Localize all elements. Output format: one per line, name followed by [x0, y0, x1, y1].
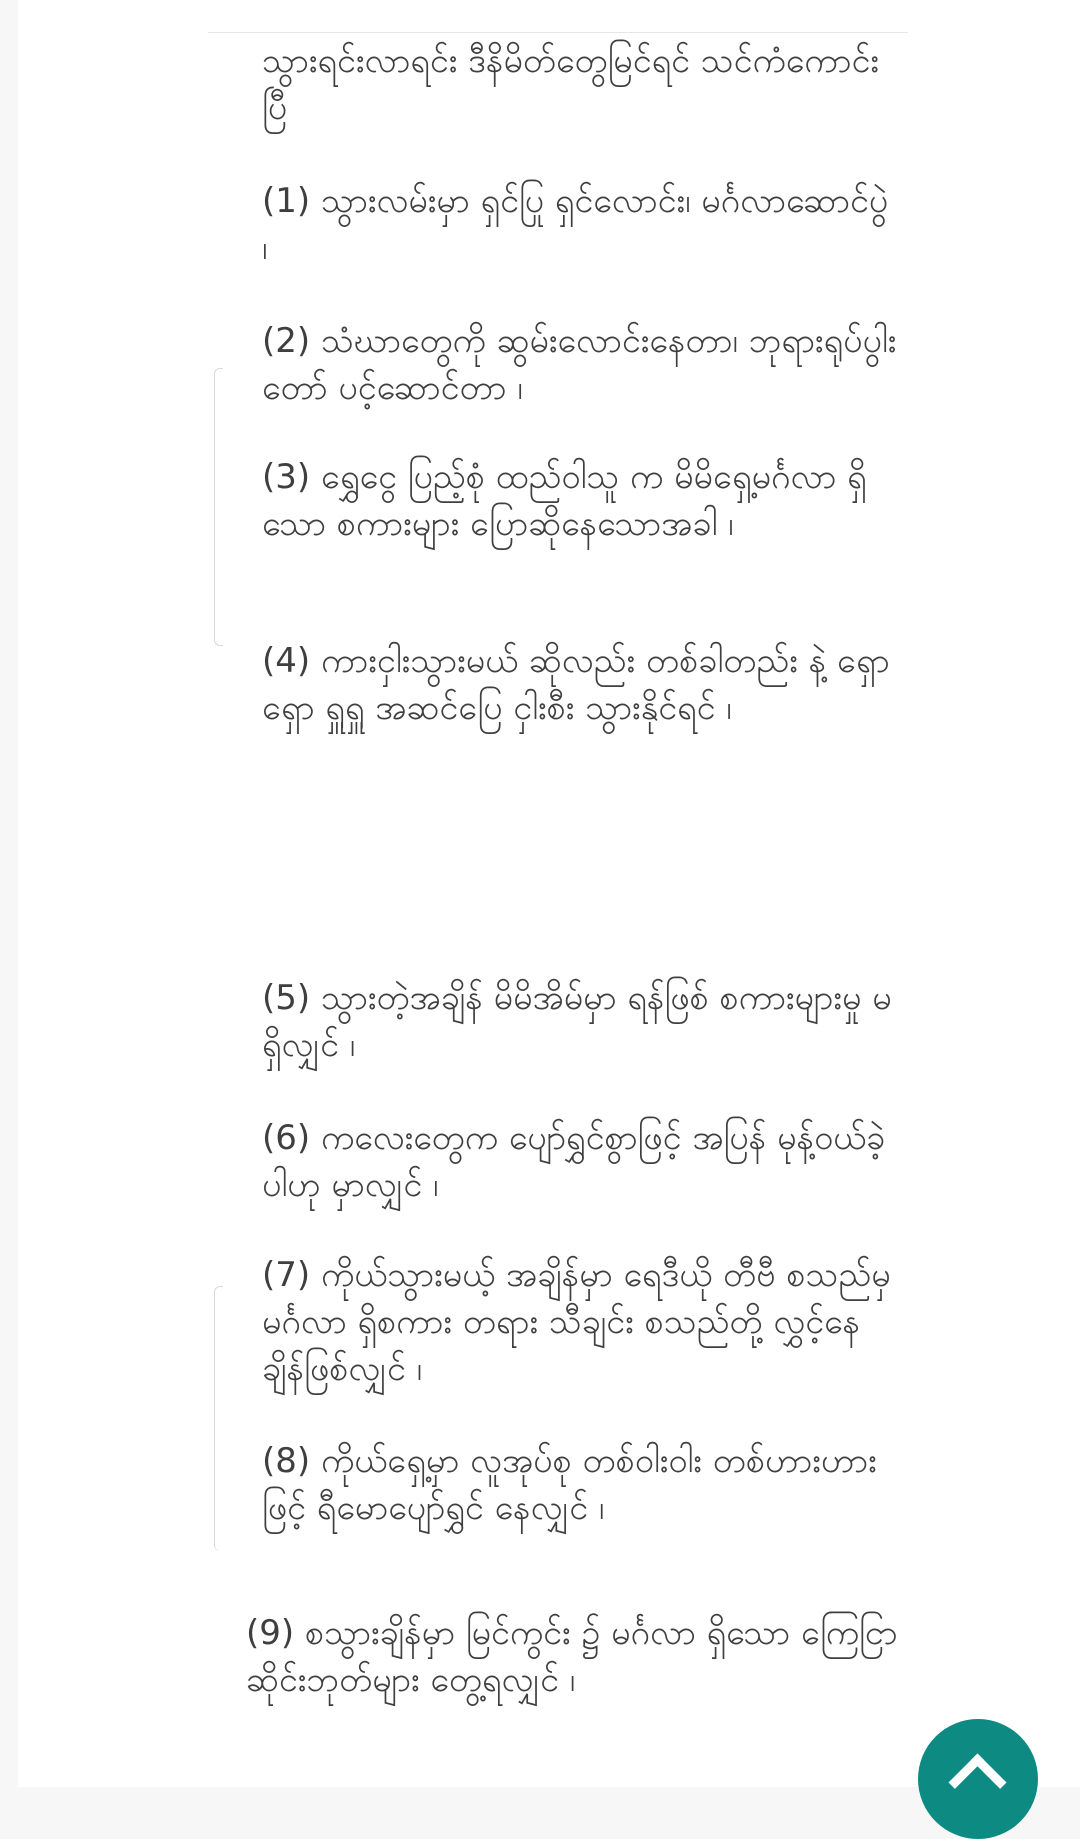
list-item: (1) သွားလမ်းမှာ ရှင်ပြု ရှင်လောင်း၊ မင်္ဂလာဆောင်ပွဲ ၊	[262, 181, 889, 268]
article-intro: သွားရင်းလာရင်း ဒီနိမိတ်တွေမြင်ရင် သင်ကံကောင်းပြီ	[262, 41, 879, 128]
list-item: (7) ကိုယ်သွားမယ့် အချိန်မှာ ရေဒီယို တီဗီ စသည်မှ မင်္ဂလာ ရှိစကား တရား သီချင်း စသည်တို့ လွှင့်နေချိန်ဖြစ်လျှင် ၊	[262, 1255, 891, 1389]
list-item: (5) သွားတဲ့အချိန် မိမိအိမ်မှာ ရန်ဖြစ် စကားများမှု မရှိလျှင် ၊	[262, 978, 892, 1065]
list-item: (3) ရွှေငွေ ပြည့်စုံ ထည်ဝါသူ က မိမိရှေ့မင်္ဂလာ ရှိသော စကားများ ပြောဆိုနေသောအခါ ၊	[262, 457, 867, 544]
list-item: (4) ကားငှါးသွားမယ် ဆိုလည်း တစ်ခါတည်း နဲ့ ရှောရှော ရှူရှူ အဆင်ပြေ ငှါးစီး သွားနိုင်ရင် ၊	[262, 641, 890, 728]
list-item: (2) သံဃာတွေကို ဆွမ်းလောင်းနေတာ၊ ဘုရားရုပ်ပွါးတော် ပင့်ဆောင်တာ ၊	[262, 321, 897, 408]
quote-bracket	[214, 368, 223, 646]
quote-bracket	[214, 1286, 223, 1551]
list-item: (9) စသွားချိန်မှာ မြင်ကွင်း ၌ မင်္ဂလာ ရှိသော ကြေငြာ ဆိုင်းဘုတ်များ တွေ့ရလျှင် ၊	[246, 1613, 898, 1700]
list-item: (6) ကလေးတွေက ပျော်ရွှင်စွာဖြင့် အပြန် မုန့်ဝယ်ခဲ့ပါဟု မှာလျှင် ၊	[262, 1118, 886, 1205]
list-item: (8) ကိုယ်ရှေ့မှာ လူအုပ်စု တစ်ဝါးဝါး တစ်ဟားဟားဖြင့် ရီမောပျော်ရွှင် နေလျှင် ၊	[262, 1441, 877, 1528]
article-page	[18, 0, 1080, 1787]
scroll-to-top-button[interactable]	[918, 1719, 1038, 1839]
top-divider	[208, 32, 908, 33]
chevron-up-icon	[949, 1754, 1007, 1812]
